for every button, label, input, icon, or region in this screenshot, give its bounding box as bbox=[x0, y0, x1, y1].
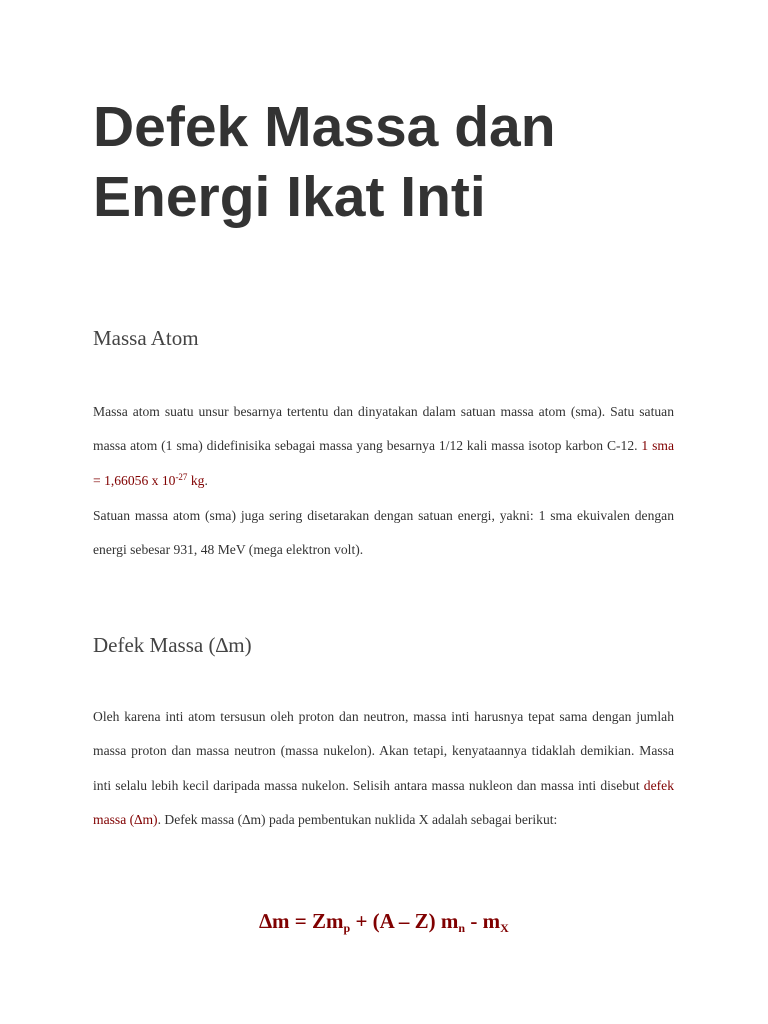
sma-value-exponent: -27 bbox=[175, 471, 188, 482]
paragraph-text: Massa atom suatu unsur besarnya tertentu dan dinyatakan dalam satuan massa atom (sma). Satu satuan massa atom (1 sma) didefinisika sebagai massa yang besarnya 1/12 kali massa isotop karbon C-12. bbox=[93, 404, 674, 454]
paragraph-massa-atom-definition bbox=[93, 395, 674, 498]
page-title: Defek Massa dan Energi Ikat Inti bbox=[93, 95, 556, 229]
sma-value-unit: kg bbox=[187, 472, 205, 488]
section-heading-defek-massa: Defek Massa (∆m) bbox=[93, 633, 252, 657]
defek-massa-formula bbox=[0, 906, 768, 936]
sma-value-base: 1 sma = 1,66056 x 10 bbox=[93, 438, 674, 488]
paragraph-sma-energy: Satuan massa atom (sma) juga sering disetarakan dengan satuan energi, yakni: 1 sma ekuivalen dengan energi sebesar 931, 48 MeV (mega elektron volt). bbox=[93, 508, 674, 558]
formula-sub-x: X bbox=[500, 921, 509, 935]
formula-part-1: ∆m = Zm bbox=[259, 909, 344, 933]
formula-sub-n: n bbox=[458, 921, 466, 935]
paragraph-text: Oleh karena inti atom tersusun oleh proton dan neutron, massa inti harusnya tepat sama dengan jumlah massa proton dan massa neutron (massa nukelon). Akan tetapi, kenyataannya tidaklah demikian. Massa inti selalu lebih kecil daripada massa nukelon. Selisih antara massa nukleon dan massa inti disebut bbox=[93, 709, 674, 793]
section-heading-massa-atom: Massa Atom bbox=[93, 326, 199, 350]
defek-massa-highlight: defek massa (∆m) bbox=[93, 777, 674, 828]
paragraph-defek-massa bbox=[93, 700, 674, 838]
formula-sub-p: p bbox=[343, 921, 351, 935]
paragraph-end: . Defek massa (∆m) pada pembentukan nuklida X adalah sebagai berikut: bbox=[157, 812, 558, 828]
formula-part-3: - m bbox=[465, 909, 501, 933]
paragraph-end: . bbox=[204, 472, 208, 488]
formula-part-2: + (A – Z) m bbox=[350, 909, 459, 933]
